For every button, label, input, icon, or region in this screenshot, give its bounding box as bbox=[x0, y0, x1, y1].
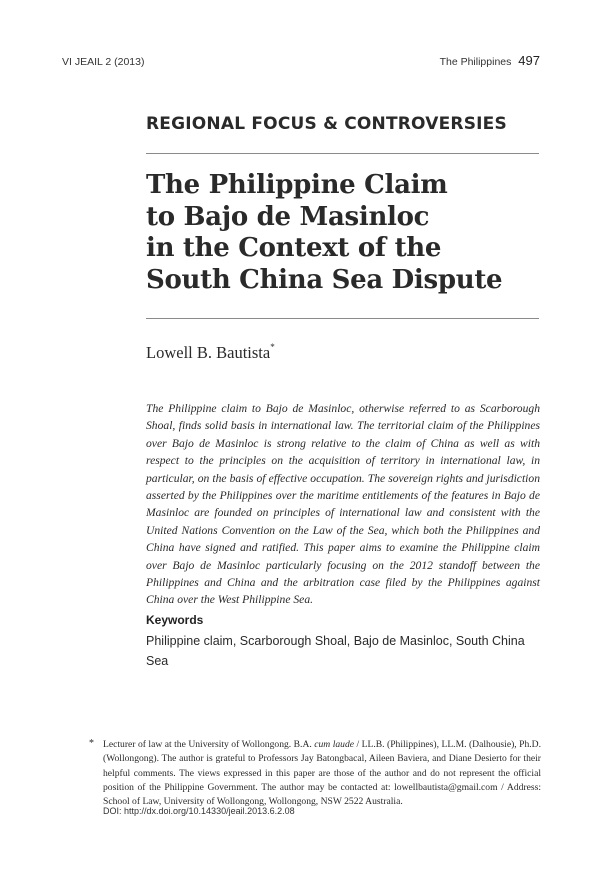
journal-reference: VI JEAIL 2 (2013) bbox=[62, 56, 145, 68]
title-line: South China Sea Dispute bbox=[146, 264, 503, 295]
author-footnote bbox=[89, 738, 541, 809]
footnote-text-start: Lecturer of law at the University of Wollongong. B.A. bbox=[103, 739, 315, 750]
page-number: 497 bbox=[518, 53, 540, 68]
author-name: Lowell B. Bautista bbox=[146, 343, 271, 362]
abstract: The Philippine claim to Bajo de Masinloc, otherwise referred to as Scarborough Shoal, finds solid basis in international law. The territorial claim of the Philippines over Bajo de Masinloc is strong relative to the claim of China as well as with respect to the principles on the acquisition of territory in international law, in particular, on the basis of effective occupation. The sovereign rights and jurisdiction asserted by the Philippines over the maritime entitlements of the features in Bajo de Masinloc are founded on principles of international law and consistent with the United Nations Convention on the Law of the Sea, which both the Philippines and China have signed and ratified. This paper aims to examine the Philippine claim over Bajo de Masinloc particularly focusing on the 2012 standoff between the Philippines and China and the arbitration case filed by the Philippines against China over the West Philippine Sea. bbox=[146, 402, 540, 607]
title-top-rule bbox=[146, 153, 539, 154]
footnote-text-rest: / LL.B. (Philippines), LL.M. (Dalhousie), Ph.D. (Wollongong). The author is grateful to Professors Jay Batongbacal, Aileen Baviera, and Diane Desierto for their helpful comments. The views expressed in this paper are those of the author and do not represent the official position of the Philippine Government. The author may be contacted at: lowellbautista@gmail.com / Address: School of Law, University of Wollongong, Wollongong, NSW 2522 Australia. bbox=[103, 739, 541, 808]
keywords-list: Philippine claim, Scarborough Shoal, Bajo de Masinloc, South China Sea bbox=[146, 634, 525, 668]
keywords-heading: Keywords bbox=[146, 613, 204, 627]
footnote-marker: * bbox=[89, 738, 94, 749]
author-footnote-marker[interactable]: * bbox=[270, 342, 275, 352]
running-head bbox=[62, 55, 540, 71]
doi-link[interactable]: DOI: http://dx.doi.org/10.14330/jeail.2013.6.2.08 bbox=[103, 806, 295, 816]
title-line: in the Context of the bbox=[146, 233, 442, 263]
footnote-italic-honor: cum laude bbox=[314, 739, 355, 750]
title-bottom-rule bbox=[146, 318, 539, 319]
author-byline bbox=[146, 343, 275, 363]
running-section-title: The Philippines bbox=[439, 56, 512, 68]
title-line: The Philippine Claim bbox=[146, 170, 448, 200]
article-title bbox=[146, 170, 546, 296]
title-line: to Bajo de Masinloc bbox=[146, 201, 430, 232]
running-head-right bbox=[440, 53, 540, 68]
section-label: REGIONAL FOCUS & CONTROVERSIES bbox=[146, 114, 507, 134]
